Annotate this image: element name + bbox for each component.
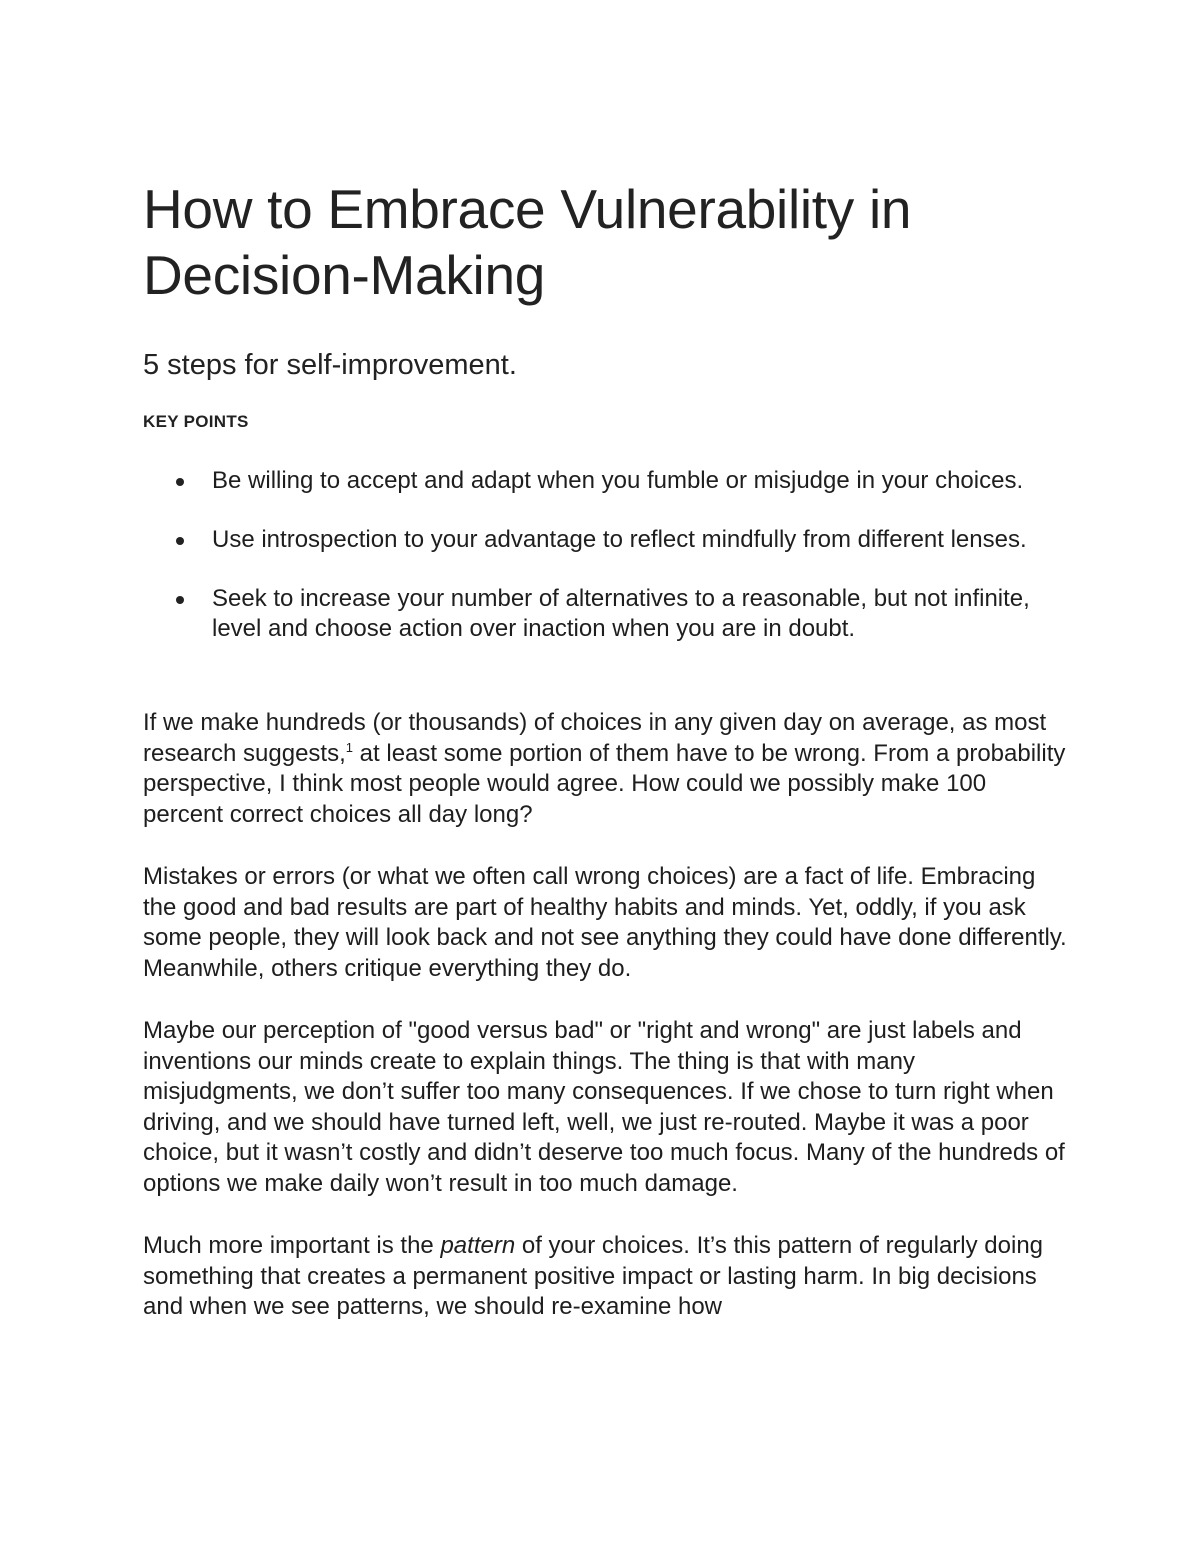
key-point-text: Seek to increase your number of alternatives to a reasonable, but not infinite, level and choose action over inaction when you are in doubt. (212, 585, 1030, 642)
article-body (143, 708, 1073, 1323)
article-title: How to Embrace Vulnerability in Decision-Making (143, 178, 912, 306)
body-paragraph (143, 1231, 1068, 1323)
body-paragraph: Mistakes or errors (or what we often call wrong choices) are a fact of life. Embracing the good and bad results are part of healthy habits and minds. Yet, oddly, if you ask some people, they will look back and not see anything they could have done differently. Meanwhile, others critique everything they do. (143, 863, 1067, 982)
body-paragraph: Maybe our perception of "good versus bad" or "right and wrong" are just labels and inventions our minds create to explain things. The thing is that with many misjudgments, we don’t suffer too many consequences. If we chose to turn right when driving, and we should have turned left, well, we just re-routed. Maybe it was a poor choice, but it wasn’t costly and didn’t deserve too much focus. Many of the hundreds of options we make daily won’t result in too much damage. (143, 1017, 1065, 1197)
key-point-item (143, 466, 1032, 496)
emphasized-word: pattern (440, 1232, 516, 1259)
paragraph-text: If we make hundreds (or thousands) of choices in any given day on average, as most research suggests, (143, 709, 1047, 767)
paragraph-text: Much more important is the (143, 1232, 441, 1259)
article (143, 176, 1073, 1355)
key-points-heading: KEY POINTS (143, 412, 249, 431)
key-point-item (143, 525, 1032, 555)
paragraph-text: at least some portion of them have to be wrong. From a probability perspective, I think most people would agree. How could we possibly make 100 percent correct choices all day long? (143, 739, 1066, 828)
footnote-reference[interactable]: 1 (345, 739, 354, 755)
bullet-icon (176, 478, 184, 486)
key-points-list (143, 466, 1073, 644)
key-point-text: Be willing to accept and adapt when you fumble or misjudge in your choices. (212, 467, 1024, 494)
bullet-icon (176, 596, 184, 604)
key-point-item (143, 584, 1032, 644)
article-subtitle: 5 steps for self-improvement. (143, 349, 517, 381)
body-paragraph (143, 708, 1068, 830)
paragraph-text: of your choices. It’s this pattern of regularly doing something that creates a permanent positive impact or lasting harm. In big decisions and when we see patterns, we should re-examine how (143, 1232, 1044, 1320)
key-point-text: Use introspection to your advantage to reflect mindfully from different lenses. (212, 526, 1027, 553)
bullet-icon (176, 537, 184, 545)
